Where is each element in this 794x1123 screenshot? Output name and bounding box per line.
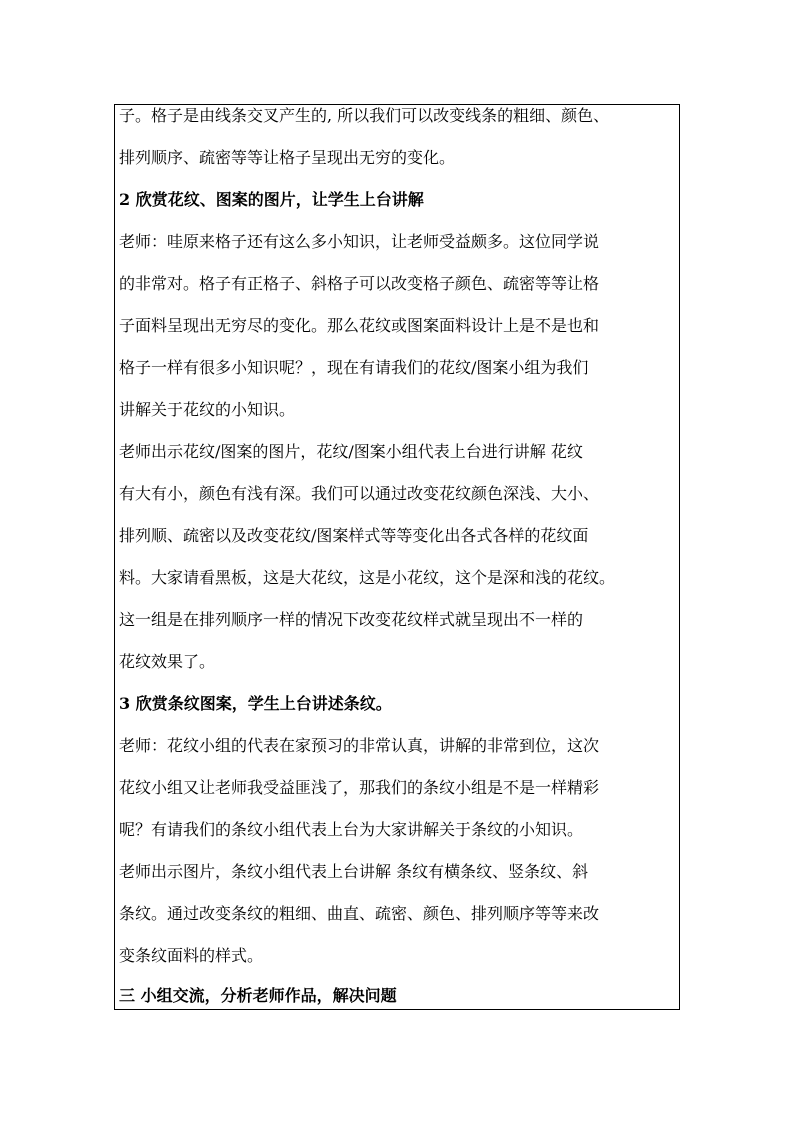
text-line-6: 子面料呈现出无穷尽的变化。那么花纹或图案面料设计上是不是也和	[119, 316, 600, 335]
text-line-19: 老师出示图片，条纹小组代表上台讲解 条纹有横条纹、竖条纹、斜	[119, 862, 589, 881]
text-line-17: 花纹小组又让老师我受益匪浅了，那我们的条纹小组是不是一样精彩	[119, 778, 600, 797]
text-line-2: 排列顺序、疏密等等让格子呈现出无穷的变化。	[119, 148, 456, 167]
section-heading-three: 三 小组交流，分析老师作品，解决问题	[119, 986, 397, 1005]
text-line-10: 有大有小，颜色有浅有深。我们可以通过改变花纹颜色深浅、大小、	[119, 484, 600, 503]
section-heading-2: 2 欣赏花纹、图案的图片，让学生上台讲解	[119, 190, 424, 209]
text-line-16: 老师：花纹小组的代表在家预习的非常认真，讲解的非常到位，这次	[119, 736, 600, 755]
text-line-21: 变条纹面料的样式。	[119, 946, 264, 965]
text-line-13: 这一组是在排列顺序一样的情况下改变花纹样式就呈现出不一样的	[119, 610, 584, 629]
text-line-14: 花纹效果了。	[119, 652, 216, 671]
text-line-7: 格子一样有很多小知识呢？，现在有请我们的花纹/图案小组为我们	[119, 358, 589, 377]
text-line-4: 老师：哇原来格子还有这么多小知识，让老师受益颇多。这位同学说	[119, 232, 600, 251]
text-line-12: 料。大家请看黑板，这是大花纹，这是小花纹，这个是深和浅的花纹。	[119, 568, 616, 587]
text-line-9: 老师出示花纹/图案的图片，花纹/图案小组代表上台进行讲解 花纹	[119, 442, 583, 461]
text-line-11: 排列顺、疏密以及改变花纹/图案样式等等变化出各式各样的花纹面	[119, 526, 589, 545]
text-line-18: 呢？有请我们的条纹小组代表上台为大家讲解关于条纹的小知识。	[119, 820, 584, 839]
text-line-8: 讲解关于花纹的小知识。	[119, 400, 296, 419]
text-line-20: 条纹。通过改变条纹的粗细、曲直、疏密、颜色、排列顺序等等来改	[119, 904, 600, 923]
section-heading-3: 3 欣赏条纹图案，学生上台讲述条纹。	[119, 694, 392, 713]
text-line-5: 的非常对。格子有正格子、斜格子可以改变格子颜色、疏密等等让格	[119, 274, 600, 293]
text-line-1: 子。格子是由线条交叉产生的, 所以我们可以改变线条的粗细、颜色、	[119, 106, 610, 125]
